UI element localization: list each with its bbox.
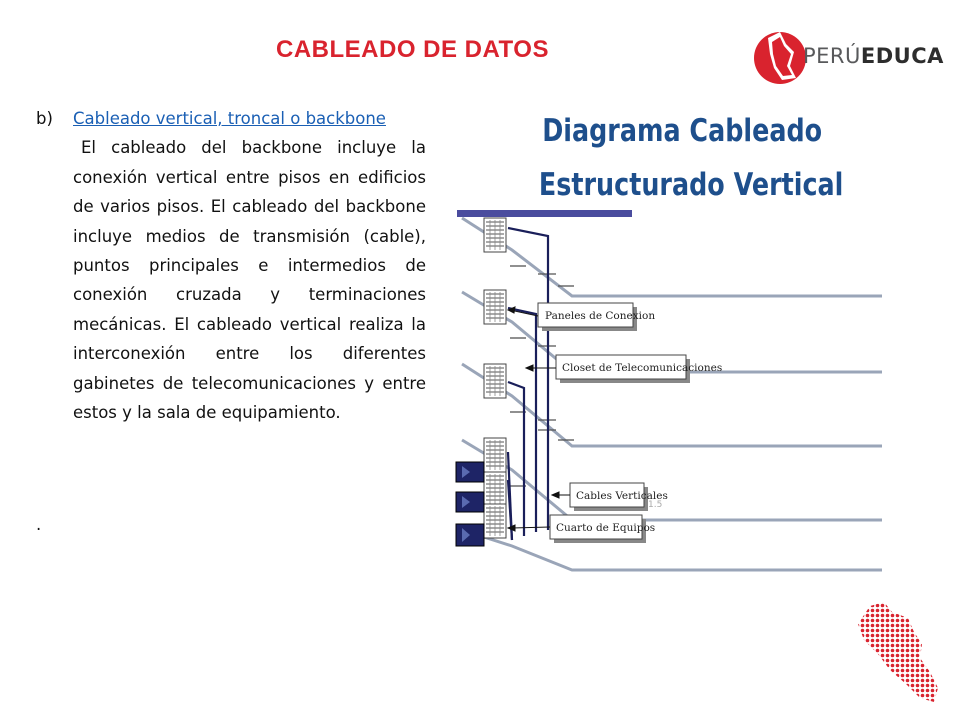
patch-panel-floor-1a (484, 438, 506, 472)
logo-word-peru: PERÚ (803, 44, 861, 68)
diagram-title-line2: Estructurado Vertical (538, 166, 844, 203)
patch-panel-floor-4 (484, 218, 506, 252)
label-box-closet (556, 355, 722, 383)
patch-panel-floor-2 (484, 364, 506, 398)
patch-panel-floor-1b (484, 472, 506, 506)
small-mark: 1.5 (648, 500, 663, 510)
backbone-link[interactable]: Cableado vertical, troncal o backbone (73, 109, 386, 128)
slide-title: CABLEADO DE DATOS (276, 36, 549, 63)
list-marker: b) (36, 109, 53, 128)
top-slab (457, 210, 632, 217)
patch-panel-floor-1c (484, 504, 506, 538)
trailing-dot: . (36, 515, 42, 534)
logo-wordmark (803, 44, 944, 68)
body-paragraph: El cableado del backbone incluye la conexión vertical entre pisos en edificios de varios pisos. El cableado del backbone incluye medios de transmisión (cable), puntos principales e intermedios de conexión cruzada y terminaciones mecánicas. El cableado vertical realiza la interconexión entre los diferentes gabinetes de telecomunicaciones y entre estos y la sala de equipamiento. (73, 138, 426, 423)
label-box-cuarto (550, 515, 655, 543)
body-content (36, 104, 426, 534)
label-paneles: Paneles de Conexion (545, 310, 656, 322)
equipment-units (456, 462, 484, 546)
vertical-cabling-diagram (452, 100, 892, 590)
label-cables: Cables Verticales (576, 490, 668, 502)
list-item (73, 104, 426, 427)
label-cuarto: Cuarto de Equipos (556, 522, 656, 534)
patch-panel-floor-3 (484, 290, 506, 324)
peru-map-icon (850, 598, 946, 710)
label-box-paneles (538, 303, 655, 331)
logo-word-educa: EDUCA (860, 44, 944, 68)
diagram-title-line1: Diagrama Cableado (542, 112, 823, 149)
label-closet: Closet de Telecomunicaciones (562, 362, 723, 374)
